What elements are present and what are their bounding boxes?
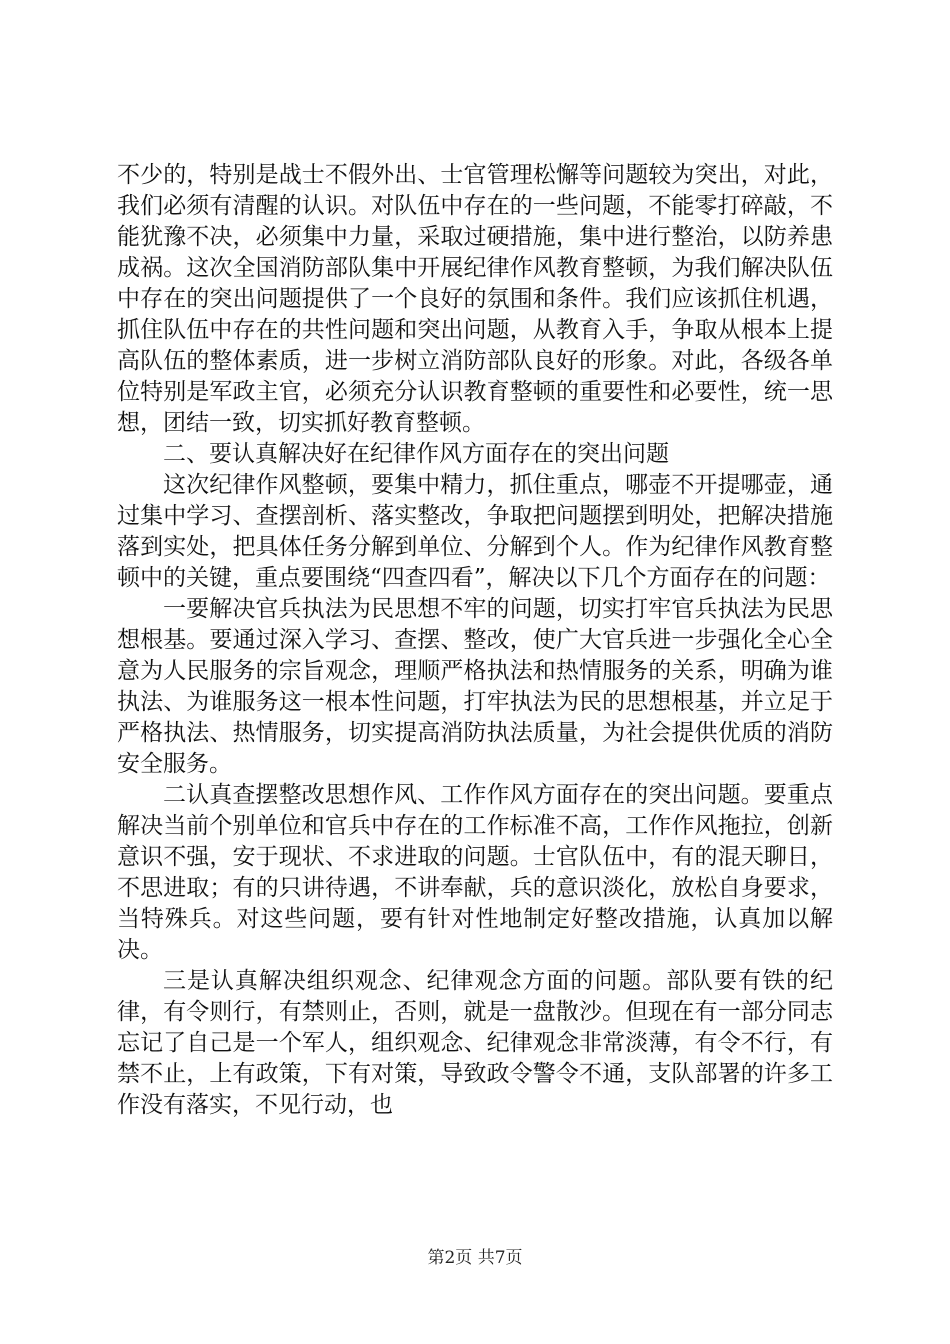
paragraph: 二认真查摆整改思想作风、工作作风方面存在的突出问题。要重点解决当前个别单位和官兵中存在的工作标准不高，工作作风拖拉，创新意识不强，安于现状、不求进取的问题。士官队伍中，有的混天聊日，不思进取；有的只讲待遇，不讲奉献，兵的意识淡化，放松自身要求，当特殊兵。对这些问题，要有针对性地制定好整改措施，认真加以解决。 [117,782,833,963]
paragraph: 这次纪律作风整顿，要集中精力，抓住重点，哪壶不开提哪壶，通过集中学习、查摆剖析、落实整改，争取把问题摆到明处，把解决措施落到实处，把具体任务分解到单位、分解到个人。作为纪律作风教育整顿中的关键，重点要围绕“四查四看”，解决以下几个方面存在的问题： [117,472,833,591]
document-body [117,160,833,1121]
paragraph-continuation: 不少的，特别是战士不假外出、士官管理松懈等问题较为突出，对此，我们必须有清醒的认识。对队伍中存在的一些问题，不能零打碎敲，不能犹豫不决，必须集中力量，采取过硬措施，集中进行整治，以防养患成祸。这次全国消防部队集中开展纪律作风教育整顿，为我们解决队伍中存在的突出问题提供了一个良好的氛围和条件。我们应该抓住机遇，抓住队伍中存在的共性问题和突出问题，从教育入手，争取从根本上提高队伍的整体素质，进一步树立消防部队良好的形象。对此，各级各单位特别是军政主官，必须充分认识教育整顿的重要性和必要性，统一思想，团结一致，切实抓好教育整顿。 [117,162,833,436]
section-heading: 二、要认真解决好在纪律作风方面存在的突出问题 [163,441,669,467]
paragraph: 一要解决官兵执法为民思想不牢的问题，切实打牢官兵执法为民思想根基。要通过深入学习、查摆、整改，使广大官兵进一步强化全心全意为人民服务的宗旨观念，理顺严格执法和热情服务的关系，明确为谁执法、为谁服务这一根本性问题，打牢执法为民的思想根基，并立足于严格执法、热情服务，切实提高消防执法质量，为社会提供优质的消防安全服务。 [117,596,833,777]
page-footer: 第2页 共7页 [427,1248,523,1268]
paragraph: 三是认真解决组织观念、纪律观念方面的问题。部队要有铁的纪律，有令则行，有禁则止，否则，就是一盘散沙。但现在有一部分同志忘记了自己是一个军人，组织观念、纪律观念非常淡薄，有令不行，有禁不止，上有政策，下有对策，导致政令警令不通，支队部署的许多工作没有落实，不见行动，也 [117,968,833,1118]
